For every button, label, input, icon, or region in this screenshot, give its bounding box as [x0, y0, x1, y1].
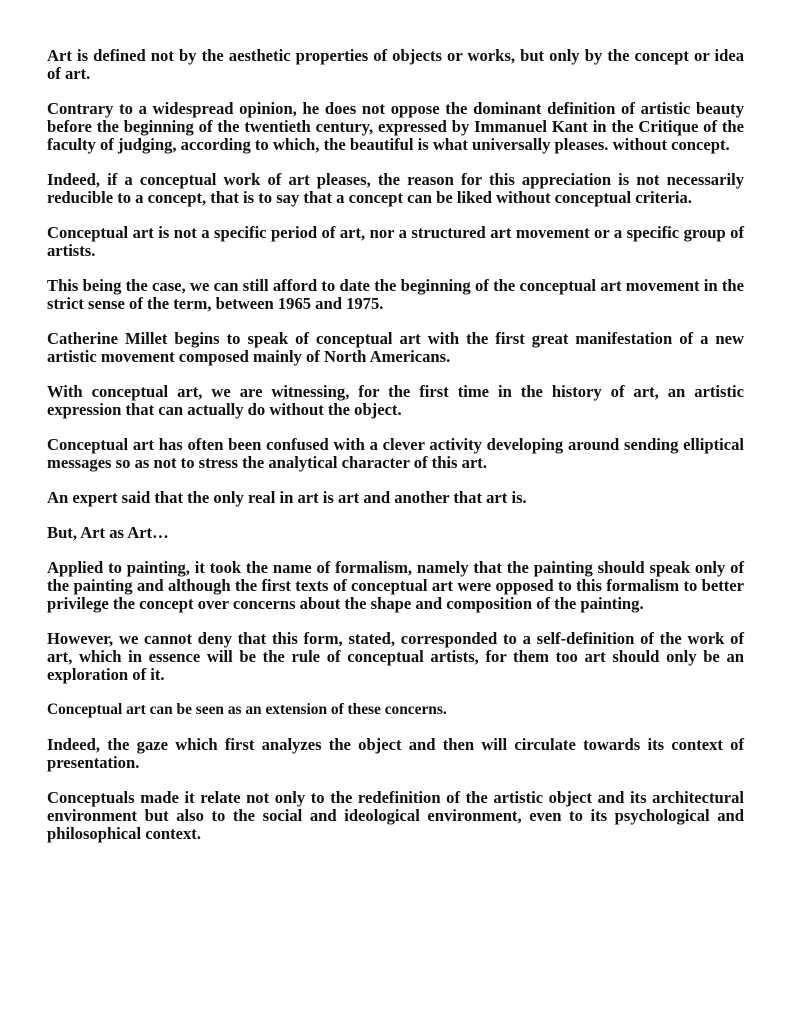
paragraph-4: Conceptual art is not a specific period of art, nor a structured art movement or a specific group of artists. — [47, 223, 744, 260]
paragraph-10: But, Art as Art… — [47, 523, 169, 542]
paragraph-1: Art is defined not by the aesthetic properties of objects or works, but only by the concept or idea of art. — [47, 46, 744, 83]
paragraph-9: An expert said that the only real in art is art and another that art is. — [47, 488, 527, 507]
paragraph-8: Conceptual art has often been confused with a clever activity developing around sending elliptical messages so as not to stress the analytical character of this art. — [47, 435, 744, 472]
paragraph-15: Conceptuals made it relate not only to the redefinition of the artistic object and its architectural environment but also to the social and ideological environment, even to its psychological and philosophical context. — [47, 788, 744, 843]
paragraph-5: This being the case, we can still afford to date the beginning of the conceptual art movement in the strict sense of the term, between 1965 and 1975. — [47, 276, 744, 313]
paragraph-12: However, we cannot deny that this form, stated, corresponded to a self-definition of the work of art, which in essence will be the rule of conceptual artists, for them too art should only be an exploration of it. — [47, 629, 744, 684]
paragraph-14: Indeed, the gaze which first analyzes the object and then will circulate towards its context of presentation. — [47, 735, 744, 772]
paragraph-13: Conceptual art can be seen as an extension of these concerns. — [47, 701, 447, 718]
paragraph-3: Indeed, if a conceptual work of art pleases, the reason for this appreciation is not necessarily reducible to a concept, that is to say that a concept can be liked without conceptual criteria. — [47, 170, 744, 207]
paragraph-6: Catherine Millet begins to speak of conceptual art with the first great manifestation of a new artistic movement composed mainly of North Americans. — [47, 329, 744, 366]
paragraph-11: Applied to painting, it took the name of formalism, namely that the painting should speak only of the painting and although the first texts of conceptual art were opposed to this formalism to better privilege the concept over concerns about the shape and composition of the painting. — [47, 558, 744, 613]
paragraph-7: With conceptual art, we are witnessing, for the first time in the history of art, an artistic expression that can actually do without the object. — [47, 382, 744, 419]
document-page — [47, 47, 744, 860]
paragraph-2: Contrary to a widespread opinion, he does not oppose the dominant definition of artistic beauty before the beginning of the twentieth century, expressed by Immanuel Kant in the Critique of the faculty of judging, according to which, the beautiful is what universally pleases. without concept. — [47, 99, 744, 154]
